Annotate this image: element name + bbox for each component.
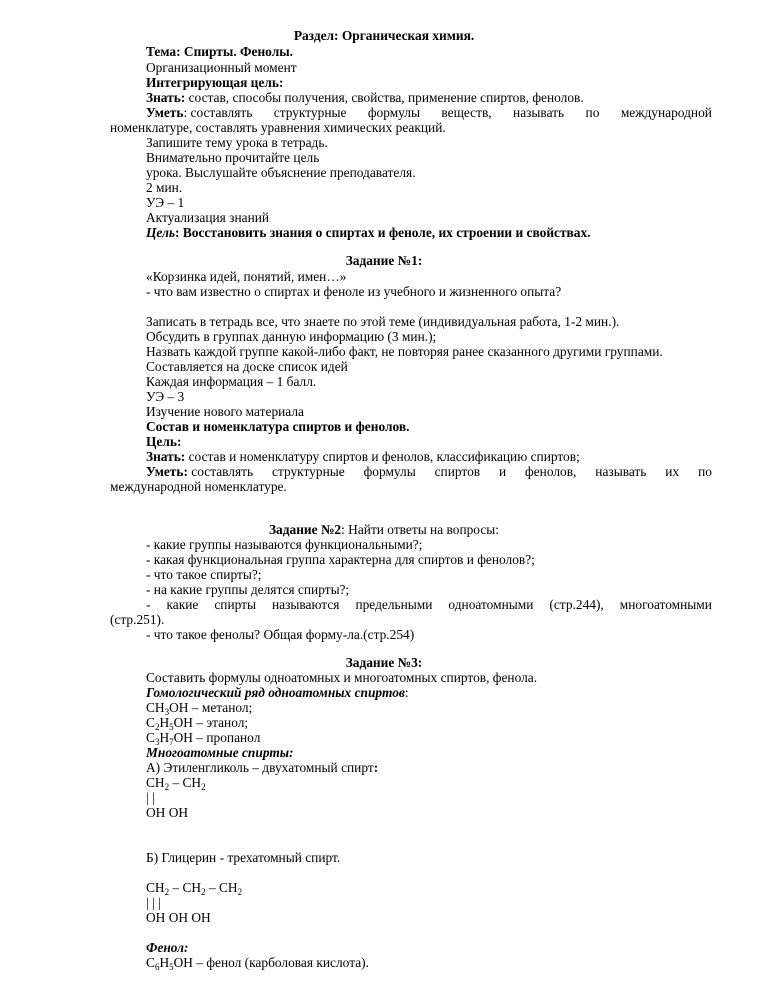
formula-subscript: 5 (169, 722, 174, 732)
topic-line (146, 44, 293, 60)
ethylene-glycol-bonds: | | (146, 790, 155, 805)
can2-word: их (665, 464, 680, 479)
q5-word: называются (272, 597, 340, 612)
can-line (146, 105, 712, 121)
integrating-goal: Интегрирующая цель: (146, 75, 284, 90)
formula-subscript: 2 (237, 887, 243, 897)
composition-title: Состав и номенклатура спиртов и фенолов. (146, 419, 410, 434)
formula-part: H (159, 730, 170, 745)
formula-subscript: 3 (154, 737, 160, 747)
know-line (146, 90, 584, 106)
instruction-line: Запишите тему урока в тетрадь. (146, 135, 328, 150)
can-continuation: номенклатуре, составлять уравнения химических реакций. (110, 120, 446, 135)
formula-part: OH – пропанол (173, 730, 261, 745)
can-word: структурные (273, 105, 347, 120)
polyatomic-title: Многоатомные спирты: (146, 745, 294, 760)
can2-word: спиртов (434, 464, 481, 479)
can-label: Уметь (146, 105, 184, 120)
task2-question5 (146, 597, 712, 613)
task2-question: - на какие группы делятся спирты?; (146, 582, 350, 597)
goal1-label: Цель (146, 225, 176, 240)
formula-part: OH – этанол; (173, 715, 249, 730)
formula-part: CH (146, 880, 165, 895)
homolog-title-line (146, 685, 409, 701)
know2-line (146, 449, 580, 465)
task1-step: Составляется на доске список идей (146, 359, 348, 374)
task2-question: - какие группы называются функциональными?; (146, 537, 423, 552)
ethylene-colon: : (373, 760, 379, 775)
task1-step: Обсудить в группах данную информацию (3 мин.); (146, 329, 437, 344)
formula-subscript: 7 (169, 737, 174, 747)
ethylene-glycol-line (146, 760, 378, 776)
section-title: Раздел: Органическая химия. (293, 28, 475, 43)
formula-subscript: 2 (164, 887, 170, 897)
q5-word: многоатомными (619, 597, 712, 612)
task2-question5-cont: (стр.251). (110, 612, 165, 627)
can-word: международной (620, 105, 712, 120)
phenol-title: Фенол: (146, 940, 189, 955)
formula-subscript: 2 (154, 722, 160, 732)
task2-question: - что такое фенолы? Общая форму-ла.(стр.254) (146, 627, 415, 642)
formula-part: OH – метанол; (169, 700, 253, 715)
formula-subscript: 2 (164, 782, 170, 792)
topic-label: Тема: (146, 44, 181, 59)
goal1-line (146, 225, 591, 241)
task1-step: Изучение нового материала (146, 404, 304, 419)
task3-title: Задание №3: (345, 655, 423, 670)
can-word-first (146, 105, 252, 121)
can-word: : составлять (183, 105, 253, 120)
task1-step: УЭ – 3 (146, 389, 185, 404)
q5-word: предельными (355, 597, 433, 612)
formula-subscript: 5 (169, 962, 174, 972)
instruction-line: Актуализация знаний (146, 210, 270, 225)
formula-part: CH (146, 700, 165, 715)
know-text: состав, способы получения, свойства, применение спиртов, фенолов. (188, 90, 584, 105)
q5-word: одноатомными (448, 597, 534, 612)
task2-title-rest: : Найти ответы на вопросы: (341, 522, 499, 537)
glycerin-line: Б) Глицерин - трехатомный спирт. (146, 850, 341, 865)
formula-part: C (146, 715, 155, 730)
ethylene-glycol-formula (146, 775, 206, 792)
can2-word-first (146, 464, 253, 480)
instruction-line: Внимательно прочитайте цель (146, 150, 320, 165)
can2-word: по (698, 464, 712, 479)
can2-word: составлять (191, 464, 254, 479)
task2-title-line (0, 522, 768, 538)
can2-line (146, 464, 712, 480)
task3-intro: Составить формулы одноатомных и многоатомных спиртов, фенола. (146, 670, 538, 685)
formula-part: – CH (169, 880, 202, 895)
task2-title: Задание №2 (268, 522, 342, 537)
instruction-line: 2 мин. (146, 180, 183, 195)
q5-word: - (146, 597, 151, 612)
glycerin-oh: OH OH OH (146, 910, 211, 925)
formula-part: C (146, 730, 155, 745)
can2-word: фенолов, (525, 464, 577, 479)
can2-word: структурные (272, 464, 345, 479)
can-word: называть (513, 105, 565, 120)
formula-part: – CH (169, 775, 202, 790)
can-word: формулы (367, 105, 420, 120)
task1-line: «Корзинка идей, понятий, имен…» (146, 269, 347, 284)
goal2-label: Цель: (146, 434, 182, 449)
formula-part: H (159, 955, 170, 970)
task2-question: - что такое спирты?; (146, 567, 262, 582)
phenol-formula (146, 955, 369, 972)
task2-question: - какая функциональная группа характерна для спиртов и фенолов?; (146, 552, 535, 567)
formula-subscript: 3 (164, 707, 170, 717)
formula-subscript: 2 (201, 782, 206, 792)
topic-text: Спирты. Фенолы. (183, 44, 294, 59)
q5-word: какие (166, 597, 199, 612)
glycerin-bonds: | | | (146, 895, 161, 910)
can2-word: и (498, 464, 507, 479)
task1-line: - что вам известно о спиртах и феноле из учебного и жизненного опыта? (146, 284, 562, 299)
can2-continuation: международной номенклатуре. (110, 479, 287, 494)
q5-word: (стр.244), (549, 597, 604, 612)
can2-word: формулы (363, 464, 416, 479)
formula-part: – CH (205, 880, 238, 895)
instruction-line: УЭ – 1 (146, 195, 185, 210)
know2-label: Знать: (146, 449, 186, 464)
formula-part: C (146, 955, 155, 970)
task1-title: Задание №1: (345, 253, 423, 268)
task1-step: Записать в тетрадь все, что знаете по этой теме (индивидуальная работа, 1-2 мин.). (146, 314, 620, 329)
task1-step: Каждая информация – 1 балл. (146, 374, 317, 389)
can-word: по (585, 105, 600, 120)
formula-part: OH – фенол (карболовая кислота). (173, 955, 369, 970)
know2-text: состав и номенклатуру спиртов и фенолов, классификацию спиртов; (188, 449, 580, 464)
ethylene-glycol-text: А) Этиленгликоль – двухатомный спирт (146, 760, 374, 775)
can2-word: называть (595, 464, 647, 479)
org-moment: Организационный момент (146, 60, 297, 75)
can-word: веществ, (441, 105, 492, 120)
ethylene-glycol-oh: OH OH (146, 805, 189, 820)
formula-subscript: 6 (154, 962, 160, 972)
homolog-colon: : (404, 685, 409, 700)
task1-step: Назвать каждой группе какой-либо факт, не повторяя ранее сказанного другими группами. (146, 344, 663, 359)
homolog-title: Гомологический ряд одноатомных спиртов (146, 685, 405, 700)
know-label: Знать: (146, 90, 186, 105)
formula-subscript: 2 (201, 887, 206, 897)
goal1-text: : Восстановить знания о спиртах и феноле, их строении и свойствах. (175, 225, 591, 240)
formula-part: CH (146, 775, 165, 790)
can2-label: Уметь: (146, 464, 188, 479)
formula-part: H (159, 715, 170, 730)
instruction-line: урока. Выслушайте объяснение преподавателя. (146, 165, 416, 180)
q5-word: спирты (214, 597, 256, 612)
